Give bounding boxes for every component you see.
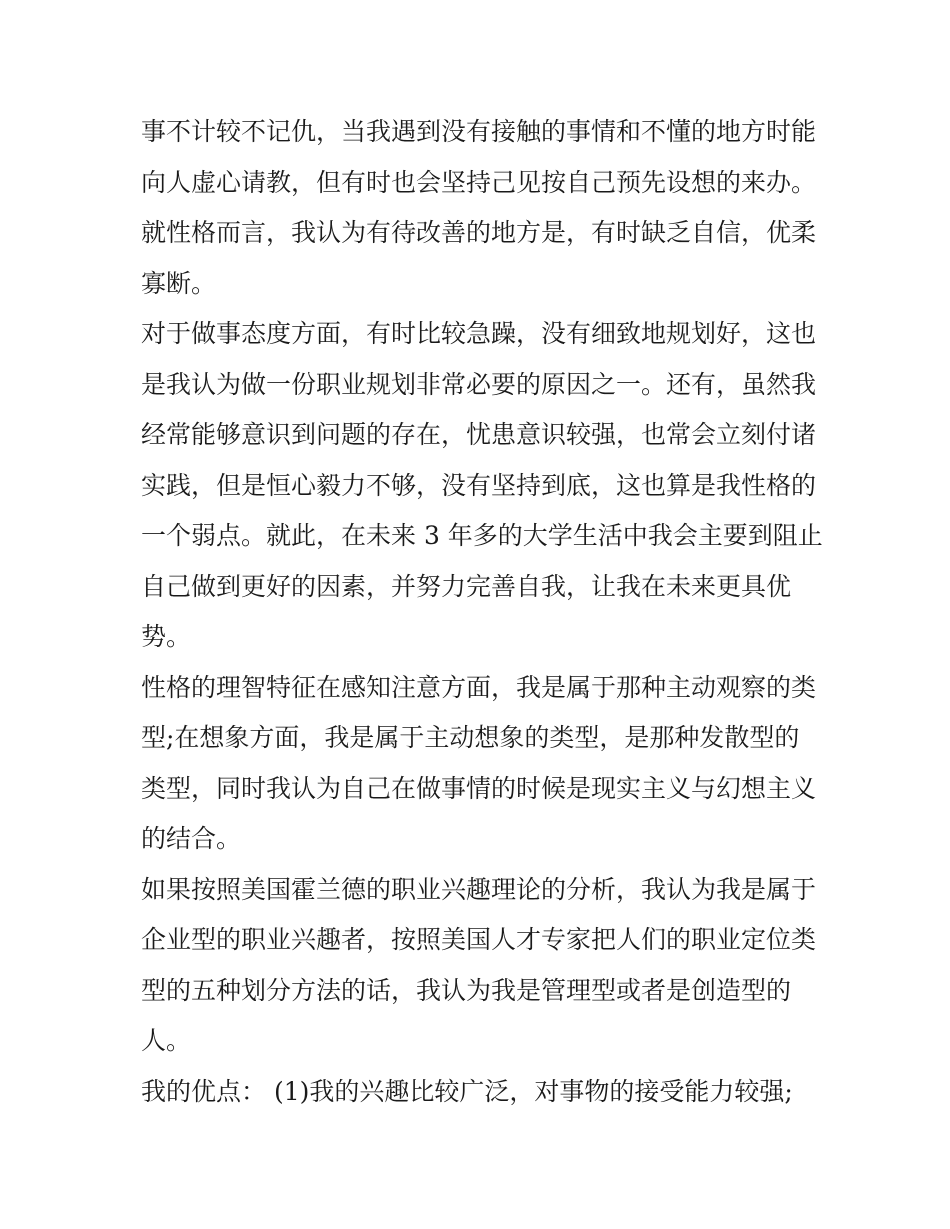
text-line: 的结合。 [141, 824, 242, 853]
text-line: 型的五种划分方法的话，我认为我是管理型或者是创造型的 [141, 975, 792, 1005]
text-line: 事不计较不记仇，当我遇到没有接触的事情和不懂的地方时能 [141, 117, 817, 146]
body-text [141, 107, 821, 1117]
text-line: 对于做事态度方面，有时比较急躁，没有细致地规划好，这也 [141, 319, 817, 348]
text-line: 自己做到更好的因素，并努力完善自我，让我在未来更具优 [141, 571, 792, 601]
text-line: 如果按照美国霍兰德的职业兴趣理论的分析，我认为我是属于 [141, 874, 817, 904]
text-line: 性格的理智特征在感知注意方面，我是属于那种主动观察的类 [141, 672, 817, 702]
text-line: 一个弱点。就此，在未来 3 年多的大学生活中我会主要到阻止 [141, 521, 823, 550]
text-line: 是我认为做一份职业规划非常必要的原因之一。还有，虽然我 [141, 369, 817, 399]
text-line: 经常能够意识到问题的存在，忧患意识较强，也常会立刻付诸 [141, 420, 817, 449]
text-line: 型;在想象方面，我是属于主动想象的类型，是那种发散型的 [141, 723, 800, 752]
text-line: 实践，但是恒心毅力不够，没有坚持到底，这也算是我性格的 [141, 470, 817, 500]
text-line: 向人虚心请教，但有时也会坚持己见按自己预先设想的来办。 [141, 167, 817, 197]
text-line: 势。 [141, 622, 192, 651]
text-line: 企业型的职业兴趣者，按照美国人才专家把人们的职业定位类 [141, 925, 817, 954]
text-line: 人。 [141, 1026, 192, 1055]
text-line: 就性格而言，我认为有待改善的地方是，有时缺乏自信，优柔 [141, 218, 817, 247]
text-line: 类型，同时我认为自己在做事情的时候是现实主义与幻想主义 [141, 773, 817, 803]
text-line: 我的优点： (1)我的兴趣比较广泛，对事物的接受能力较强; [141, 1076, 793, 1106]
text-line: 寡断。 [141, 268, 217, 298]
